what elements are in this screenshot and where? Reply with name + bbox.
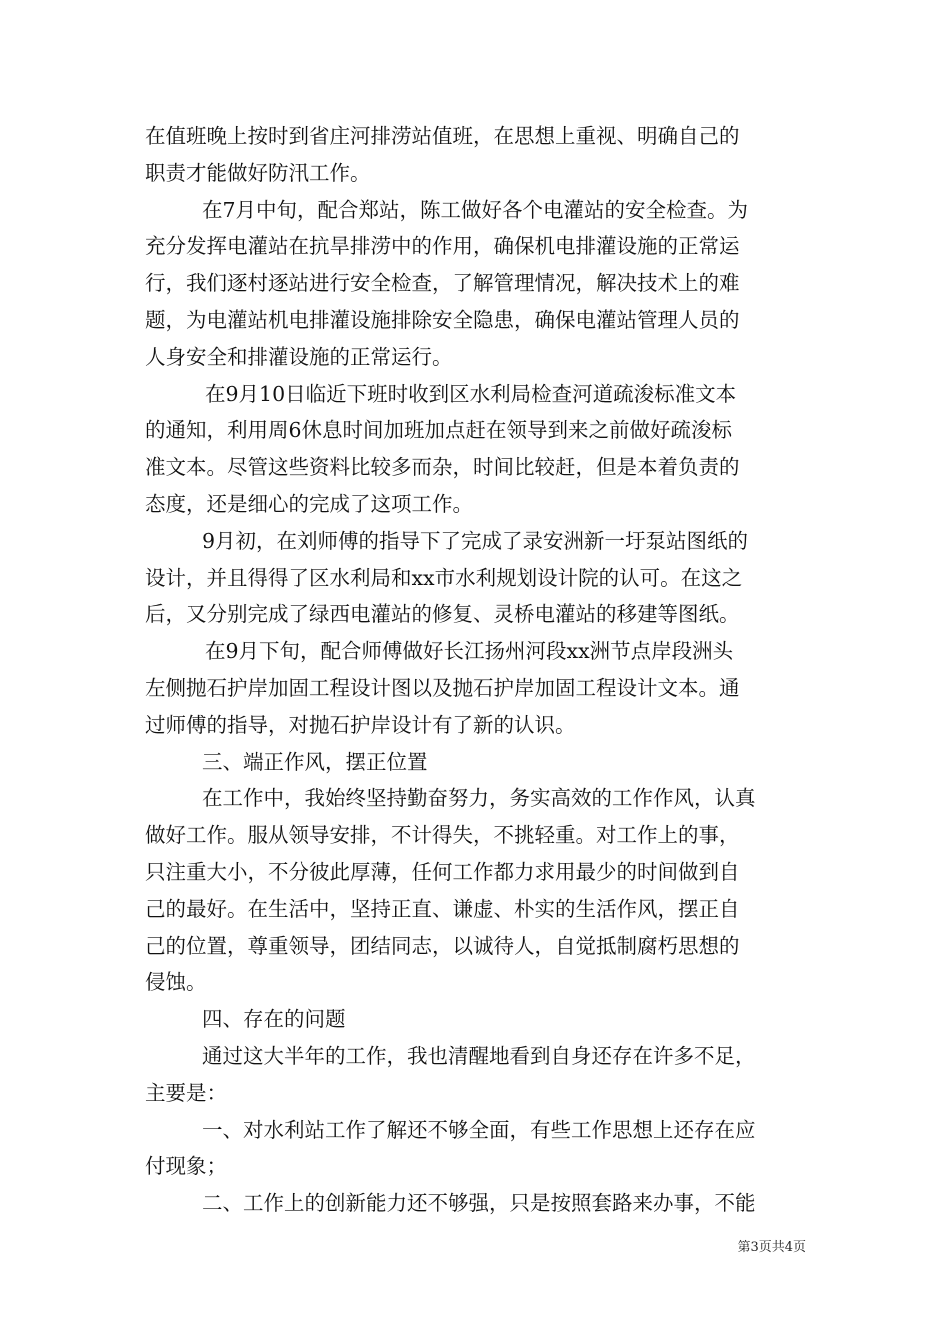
text-line: 主要是： <box>145 1080 227 1105</box>
text-line: 在7月中旬，配合郑站，陈工做好各个电灌站的安全检查。为 <box>202 197 749 222</box>
text-line: 9月初，在刘师傅的指导下了完成了录安洲新一圩泵站图纸的 <box>202 528 749 553</box>
text-line: 过师傅的指导，对抛石护岸设计有了新的认识。 <box>145 712 576 737</box>
section-heading: 三、端正作风，摆正位置 <box>202 749 428 774</box>
text-line: 职责才能做好防汛工作。 <box>145 160 371 185</box>
text-line: 做好工作。服从领导安排，不计得失，不挑轻重。对工作上的事， <box>145 823 740 848</box>
text-line: 在值班晚上按时到省庄河排涝站值班，在思想上重视、明确自己的 <box>145 124 740 148</box>
text-line: 在9月10日临近下班时收到区水利局检查河道疏浚标准文本 <box>205 381 737 406</box>
page-number: 第3页共4页 <box>737 1240 806 1255</box>
text-line: 通过这大半年的工作，我也清醒地看到自身还存在许多不足， <box>202 1043 756 1068</box>
text-line: 左侧抛石护岸加固工程设计图以及抛石护岸加固工程设计文本。通 <box>145 675 740 700</box>
text-line: 付现象； <box>145 1154 227 1179</box>
text-line: 在9月下旬，配合师傅做好长江扬州河段xx洲节点岸段洲头 <box>205 639 734 664</box>
text-line: 题，为电灌站机电排灌设施排除安全隐患，确保电灌站管理人员的 <box>145 307 740 332</box>
text-line: 后，又分别完成了绿西电灌站的修复、灵桥电灌站的移建等图纸。 <box>145 602 740 627</box>
text-line: 人身安全和排灌设施的正常运行。 <box>145 344 453 369</box>
text-line: 准文本。尽管这些资料比较多而杂，时间比较赶，但是本着负责的 <box>145 455 740 480</box>
text-line: 侵蚀。 <box>145 970 207 995</box>
text-line: 在工作中，我始终坚持勤奋努力，务实高效的工作作风，认真 <box>202 786 756 811</box>
text-line: 二、工作上的创新能力还不够强，只是按照套路来办事，不能 <box>202 1191 756 1216</box>
text-line: 己的最好。在生活中，坚持正直、谦虚、朴实的生活作风，摆正自 <box>145 896 740 921</box>
section-heading: 四、存在的问题 <box>202 1007 346 1032</box>
text-line: 的通知，利用周6休息时间加班加点赶在领导到来之前做好疏浚标 <box>145 418 733 443</box>
text-line: 行，我们逐村逐站进行安全检查，了解管理情况，解决技术上的难 <box>145 271 740 296</box>
text-line: 充分发挥电灌站在抗旱排涝中的作用，确保机电排灌设施的正常运 <box>145 234 740 259</box>
text-line: 设计，并且得得了区水利局和xx市水利规划设计院的认可。在这之 <box>145 565 743 590</box>
text-line: 只注重大小，不分彼此厚薄，任何工作都力求用最少的时间做到自 <box>145 859 740 884</box>
document-body <box>145 118 810 1222</box>
text-line: 态度，还是细心的完成了这项工作。 <box>145 491 473 516</box>
text-line: 一、对水利站工作了解还不够全面，有些工作思想上还存在应 <box>202 1117 756 1142</box>
text-line: 己的位置，尊重领导，团结同志，以诚待人，自觉抵制腐朽思想的 <box>145 933 740 958</box>
